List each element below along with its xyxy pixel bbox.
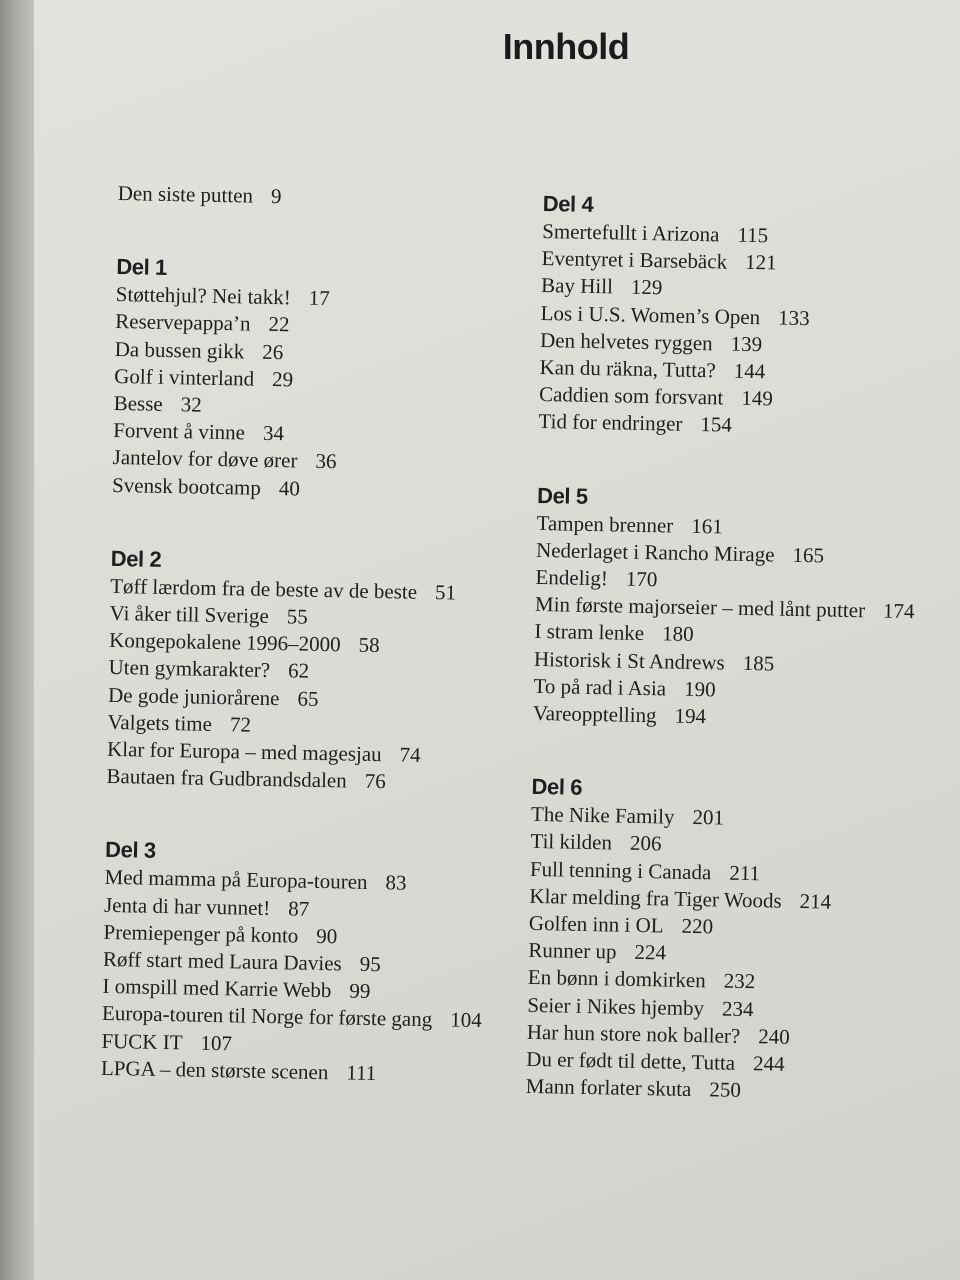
toc-entry-title: Kan du räkna, Tutta? bbox=[539, 354, 716, 383]
toc-entry-page-number: 234 bbox=[721, 996, 754, 1021]
toc-entry-page-number: 51 bbox=[434, 579, 457, 605]
toc-entry-page-number: 121 bbox=[744, 250, 777, 275]
toc-entry-page-number: 211 bbox=[729, 860, 761, 885]
toc-entry-title: Besse bbox=[113, 390, 163, 416]
toc-entry-title: En bønn i domkirken bbox=[527, 965, 706, 993]
toc-entry-page-number: 149 bbox=[741, 386, 774, 411]
toc-entry-page-number: 194 bbox=[674, 703, 707, 729]
toc-entry-title: Los i U.S. Women’s Open bbox=[540, 300, 761, 329]
toc-entry-page-number: 240 bbox=[758, 1024, 790, 1049]
toc-entry-title: Seier i Nikes hjemby bbox=[527, 992, 705, 1020]
toc-entry-page-number: 90 bbox=[316, 923, 338, 949]
toc-part-heading: Del 4 bbox=[542, 190, 594, 217]
toc-entry-page-number: 22 bbox=[268, 312, 290, 337]
toc-entry-page-number: 220 bbox=[681, 913, 714, 939]
toc-entry-page-number: 40 bbox=[278, 475, 301, 501]
toc-entry-page-number: 34 bbox=[262, 421, 285, 446]
toc-entry-page-number: 9 bbox=[270, 183, 282, 209]
toc-entry-title: Golf i vinterland bbox=[114, 363, 255, 391]
toc-entry-page-number: 139 bbox=[730, 331, 763, 357]
toc-entry-title: Tid for endringer bbox=[538, 409, 683, 437]
toc-entry-title: Bay Hill bbox=[540, 273, 614, 299]
toc-entry-page-number: 244 bbox=[752, 1051, 785, 1076]
toc-entry-title: Eventyret i Barsebäck bbox=[541, 246, 728, 274]
toc-entry-page-number: 224 bbox=[634, 940, 667, 965]
toc-entry-title: Da bussen gikk bbox=[114, 336, 245, 364]
toc-entry-page-number: 154 bbox=[700, 412, 733, 438]
toc-entry-title: Klar for Europa – med magesjau bbox=[106, 736, 382, 767]
toc-entry-title: Med mamma på Europa-touren bbox=[104, 865, 368, 895]
toc-part-section bbox=[538, 190, 922, 443]
toc-entry-page-number: 107 bbox=[200, 1030, 233, 1056]
toc-entry-title: Nederlaget i Rancho Mirage bbox=[535, 537, 775, 567]
toc-entry-title: Den helvetes ryggen bbox=[539, 327, 713, 356]
toc-entry-title: LPGA – den største scenen bbox=[100, 1055, 329, 1085]
toc-entry-page-number: 76 bbox=[364, 769, 386, 794]
toc-entry-page-number: 83 bbox=[385, 870, 407, 896]
toc-entry-title: FUCK IT bbox=[101, 1028, 183, 1055]
toc-entry-title: Klar melding fra Tiger Woods bbox=[529, 883, 782, 913]
toc-entry-page-number: 72 bbox=[229, 712, 252, 737]
toc-entry-title: Valgets time bbox=[107, 709, 213, 736]
toc-entry-title: Tampen brenner bbox=[536, 510, 674, 538]
toc-entry-title: Full tenning i Canada bbox=[529, 856, 712, 885]
toc-entry-page-number: 250 bbox=[709, 1077, 742, 1103]
toc-entry-page-number: 144 bbox=[733, 358, 766, 384]
book-spine-shadow bbox=[0, 0, 34, 1280]
toc-entry-title: Den siste putten bbox=[117, 180, 254, 208]
toc-entry-title: Europa-touren til Norge for første gang bbox=[101, 1001, 433, 1032]
toc-entry-page-number: 58 bbox=[358, 632, 380, 658]
toc-entry-page-number: 115 bbox=[737, 222, 769, 248]
toc-entry-page-number: 104 bbox=[449, 1008, 482, 1033]
toc-entry-title: The Nike Family bbox=[530, 802, 675, 829]
toc-entry-page-number: 165 bbox=[792, 542, 825, 568]
toc-entry-page-number: 65 bbox=[297, 686, 319, 711]
toc-entry-title: I stram lenke bbox=[534, 619, 645, 646]
toc-entry-page-number: 87 bbox=[288, 896, 310, 921]
toc-entry-page-number: 161 bbox=[691, 513, 724, 539]
toc-part-section bbox=[101, 836, 485, 1089]
toc-entry-title: Støttehjul? Nei takk! bbox=[115, 282, 291, 310]
toc-entry-page-number: 74 bbox=[399, 742, 421, 767]
toc-entry-title: Smertefullt i Arizona bbox=[541, 218, 720, 247]
toc-part-section bbox=[112, 253, 496, 506]
toc-entry-title: To på rad i Asia bbox=[533, 673, 667, 701]
toc-entry-title: Runner up bbox=[528, 938, 617, 964]
toc-part-section bbox=[106, 545, 490, 798]
toc-entry-title: Historisk i St Andrews bbox=[533, 646, 725, 675]
toc-entry-title: Min første majorseier – med lånt putter bbox=[534, 592, 866, 623]
toc-entry-title: Premiepenger på konto bbox=[103, 919, 299, 948]
toc-entry-title: Kongepokalene 1996–2000 bbox=[108, 628, 341, 657]
toc-entry-page-number: 232 bbox=[723, 969, 756, 994]
toc-entry-title: Tøff lærdom fra de beste av de beste bbox=[109, 573, 418, 604]
toc-entry-title: Til kilden bbox=[530, 829, 613, 855]
toc-entry-page-number: 17 bbox=[308, 285, 330, 311]
toc-part-heading: Del 6 bbox=[531, 774, 583, 801]
page-title: Innhold bbox=[502, 26, 630, 67]
toc-entry-page-number: 180 bbox=[661, 621, 694, 647]
toc-part-section bbox=[533, 482, 917, 735]
toc-entry-title: Forvent å vinne bbox=[112, 418, 246, 445]
toc-entry-title: Uten gymkarakter? bbox=[108, 655, 271, 683]
toc-entry-title: Mann forlater skuta bbox=[525, 1074, 692, 1102]
toc-entry-page-number: 190 bbox=[683, 676, 716, 702]
toc-entry-page-number: 29 bbox=[271, 366, 294, 392]
toc-entry-page-number: 99 bbox=[349, 978, 371, 1004]
toc-entry-title: Reservepappa’n bbox=[115, 309, 251, 336]
toc-part-heading: Del 1 bbox=[116, 254, 168, 281]
toc-entry-title: I omspill med Karrie Webb bbox=[102, 974, 332, 1003]
toc-entry-page-number: 62 bbox=[287, 658, 310, 684]
toc-entry-title: Vareopptelling bbox=[532, 700, 657, 728]
toc-entry-page-number: 32 bbox=[180, 392, 202, 417]
toc-part-heading: Del 3 bbox=[104, 837, 156, 864]
toc-entry-page-number: 174 bbox=[882, 598, 915, 624]
toc-entry-title: Bautaen fra Gudbrandsdalen bbox=[106, 764, 347, 793]
toc-column-right bbox=[526, 190, 923, 1108]
toc-entry-page-number: 26 bbox=[262, 339, 284, 364]
toc-entry-page-number: 111 bbox=[346, 1060, 377, 1085]
toc-entry-title: De gode juniorårene bbox=[107, 682, 280, 710]
toc-entry-page-number: 129 bbox=[630, 275, 663, 300]
toc-entry-title: Jantelov for døve ører bbox=[112, 445, 298, 473]
toc-entry-page-number: 206 bbox=[629, 831, 662, 856]
toc-entry-page-number: 36 bbox=[315, 449, 337, 474]
toc-entry-page-number: 201 bbox=[692, 805, 725, 830]
toc-entry-title: Caddien som forsvant bbox=[538, 382, 724, 410]
toc-part-section bbox=[526, 773, 912, 1107]
toc-entry-title: Røff start med Laura Davies bbox=[102, 946, 342, 976]
toc-entry-page-number: 185 bbox=[742, 650, 775, 676]
toc-column-left bbox=[101, 180, 498, 1089]
toc-entry-page-number: 133 bbox=[777, 305, 810, 330]
toc-entry-title: Du er født til dette, Tutta bbox=[526, 1046, 736, 1075]
toc-part-heading: Del 5 bbox=[536, 482, 588, 509]
toc-entry-title: Jenta di har vunnet! bbox=[103, 892, 271, 920]
toc-entry-title: Endelig! bbox=[535, 564, 609, 591]
toc-part-heading: Del 2 bbox=[110, 545, 162, 572]
toc-entry-page-number: 214 bbox=[799, 888, 832, 914]
toc-entry-page-number: 95 bbox=[359, 951, 381, 977]
toc-entry-title: Golfen inn i OL bbox=[528, 910, 664, 938]
toc-entry-title: Har hun store nok baller? bbox=[526, 1019, 741, 1048]
toc-entry-page-number: 170 bbox=[625, 566, 658, 592]
toc-entry-page-number: 55 bbox=[286, 604, 309, 629]
toc-entry-title: Vi åker till Sverige bbox=[109, 600, 270, 629]
toc-entry-title: Svensk bootcamp bbox=[111, 472, 262, 500]
